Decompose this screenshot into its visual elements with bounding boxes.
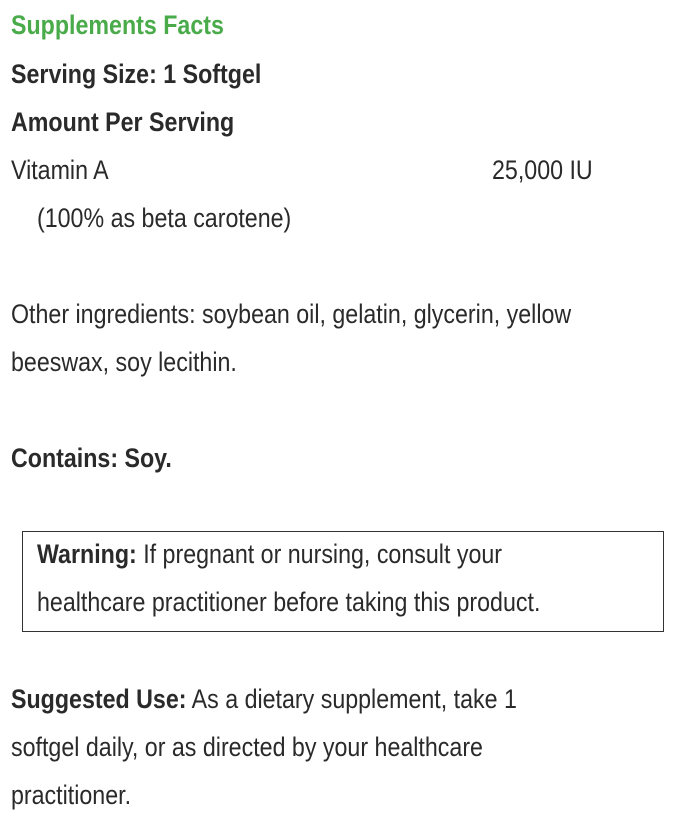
nutrient-detail: (100% as beta carotene) [37,203,292,233]
other-ingredients-line-2: beeswax, soy lecithin. [11,347,237,377]
suggested-use-label: Suggested Use: [11,684,187,714]
other-ingredients-line-1: Other ingredients: soybean oil, gelatin, glycerin, yellow [11,299,572,329]
nutrient-name: Vitamin A [11,155,109,185]
warning-label: Warning: [37,539,137,569]
warning-text-1: If pregnant or nursing, consult your [136,539,503,569]
suggested-use-line-1 [11,682,517,716]
warning-box [22,531,664,632]
allergen-statement: Contains: Soy. [11,443,172,473]
panel-title: Supplements Facts [11,10,224,40]
suggested-use-line-2: softgel daily, or as directed by your healthcare [11,732,483,762]
suggested-use-text-1: As a dietary supplement, take 1 [186,684,517,714]
warning-line-1 [37,537,502,571]
suggested-use-line-3: practitioner. [11,780,132,810]
nutrient-amount: 25,000 IU [492,155,593,185]
amount-per-serving-heading: Amount Per Serving [11,107,235,137]
serving-size: Serving Size: 1 Softgel [11,59,262,89]
warning-line-2: healthcare practitioner before taking this product. [37,587,541,617]
